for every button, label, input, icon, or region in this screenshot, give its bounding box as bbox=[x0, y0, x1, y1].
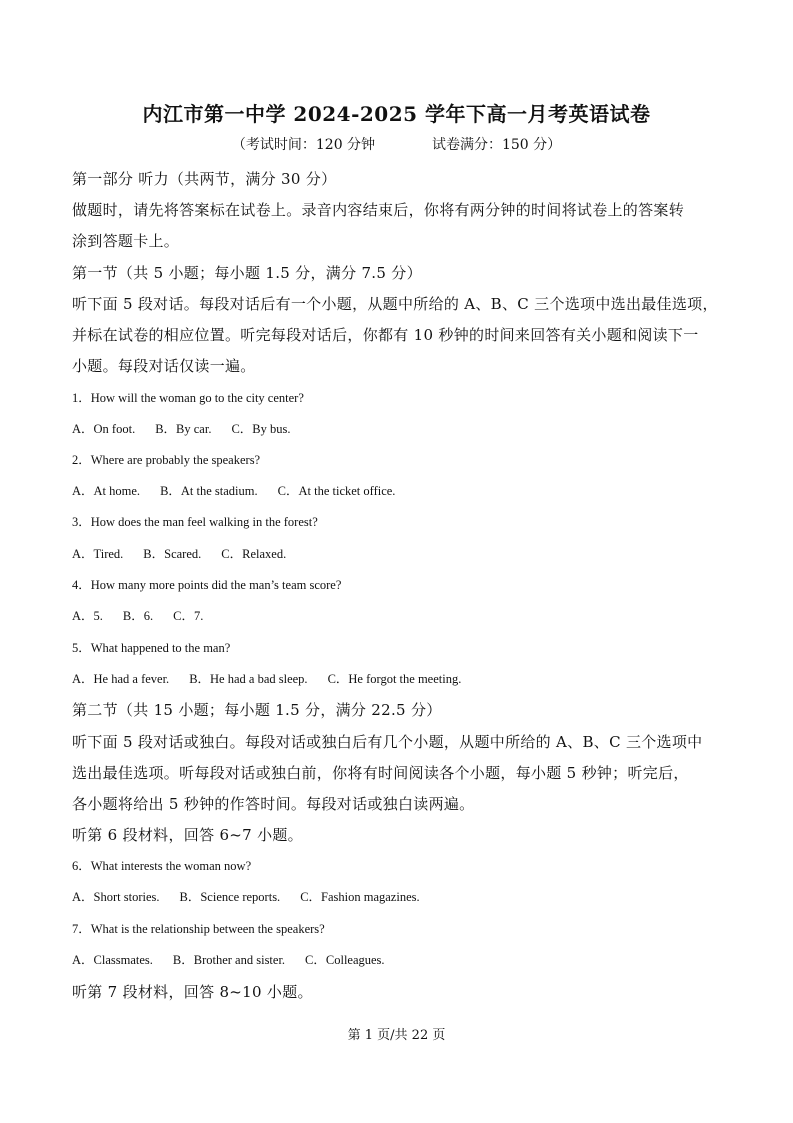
question-options bbox=[72, 419, 311, 437]
option-a: A．On foot. bbox=[72, 422, 136, 436]
question-options bbox=[72, 544, 306, 562]
question-text: 2．Where are probably the speakers? bbox=[72, 453, 261, 467]
exam-time: （考试时间：120 分钟 bbox=[231, 137, 376, 153]
material-heading: 听第 6 段材料，回答 6~7 小题。 bbox=[72, 826, 303, 844]
section2-instruction-line: 听下面 5 段对话或独白。每段对话或独白后有几个小题，从题中所给的 A、B、C 三个选项中 bbox=[72, 733, 703, 751]
option-c: C．Relaxed. bbox=[221, 547, 287, 561]
question-options bbox=[72, 669, 481, 687]
option-b: B．At the stadium. bbox=[160, 484, 258, 498]
option-c: C．He forgot the meeting. bbox=[327, 672, 462, 686]
section2-instruction-line: 各小题将给出 5 秒钟的作答时间。每段对话或独白读两遍。 bbox=[72, 795, 475, 813]
part1-instruction-line: 涂到答题卡上。 bbox=[72, 232, 180, 250]
question-text: 1．How will the woman go to the city center? bbox=[72, 391, 304, 405]
option-c: C．Colleagues. bbox=[305, 953, 385, 967]
option-b: B．Scared. bbox=[143, 547, 202, 561]
question-text: 3．How does the man feel walking in the forest? bbox=[72, 515, 318, 529]
question-options bbox=[72, 887, 440, 905]
option-a: A．He had a fever. bbox=[72, 672, 170, 686]
question-options bbox=[72, 481, 415, 499]
option-c: C．7. bbox=[173, 609, 204, 623]
section1-instruction-line: 听下面 5 段对话。每段对话后有一个小题，从题中所给的 A、B、C 三个选项中选出最佳选项， bbox=[72, 295, 718, 313]
question-text: 5．What happened to the man? bbox=[72, 641, 231, 655]
option-c: C．By bus. bbox=[231, 422, 291, 436]
material-heading: 听第 7 段材料，回答 8~10 小题。 bbox=[72, 983, 313, 1001]
option-b: B．He had a bad sleep. bbox=[189, 672, 308, 686]
section1-instruction-line: 并标在试卷的相应位置。听完每段对话后，你都有 10 秒钟的时间来回答有关小题和阅读下一 bbox=[72, 326, 699, 344]
section1-instruction-line: 小题。每段对话仅读一遍。 bbox=[72, 357, 256, 375]
option-c: C．At the ticket office. bbox=[277, 484, 396, 498]
exam-score: 试卷满分：150 分） bbox=[431, 137, 562, 153]
question-options bbox=[72, 606, 223, 624]
page-footer: 第 1 页/共 22 页 bbox=[347, 1028, 446, 1043]
part1-heading: 第一部分 听力（共两节，满分 30 分） bbox=[72, 170, 337, 188]
exam-subtitle bbox=[0, 134, 793, 154]
option-a: A．Tired. bbox=[72, 547, 124, 561]
question-options bbox=[72, 950, 405, 968]
option-a: A．5. bbox=[72, 609, 103, 623]
option-c: C．Fashion magazines. bbox=[300, 890, 420, 904]
question-text: 6．What interests the woman now? bbox=[72, 859, 252, 873]
option-b: B．Brother and sister. bbox=[172, 953, 286, 967]
option-a: A．Classmates. bbox=[72, 953, 153, 967]
option-a: A．At home. bbox=[72, 484, 141, 498]
option-b: B．Science reports. bbox=[179, 890, 281, 904]
section1-heading: 第一节（共 5 小题；每小题 1.5 分，满分 7.5 分） bbox=[72, 264, 422, 282]
option-b: B．6. bbox=[122, 609, 154, 623]
question-text: 7．What is the relationship between the speakers? bbox=[72, 922, 325, 936]
exam-title: 内江市第一中学 2024-2025 学年下高一月考英语试卷 bbox=[142, 102, 651, 126]
question-text: 4．How many more points did the man’s team score? bbox=[72, 578, 342, 592]
section2-instruction-line: 选出最佳选项。听每段对话或独白前，你将有时间阅读各个小题，每小题 5 秒钟；听完后， bbox=[72, 764, 689, 782]
option-b: B．By car. bbox=[155, 422, 212, 436]
option-a: A．Short stories. bbox=[72, 890, 160, 904]
section2-heading: 第二节（共 15 小题；每小题 1.5 分，满分 22.5 分） bbox=[72, 701, 442, 719]
part1-instruction-line: 做题时，请先将答案标在试卷上。录音内容结束后，你将有两分钟的时间将试卷上的答案转 bbox=[72, 201, 685, 219]
